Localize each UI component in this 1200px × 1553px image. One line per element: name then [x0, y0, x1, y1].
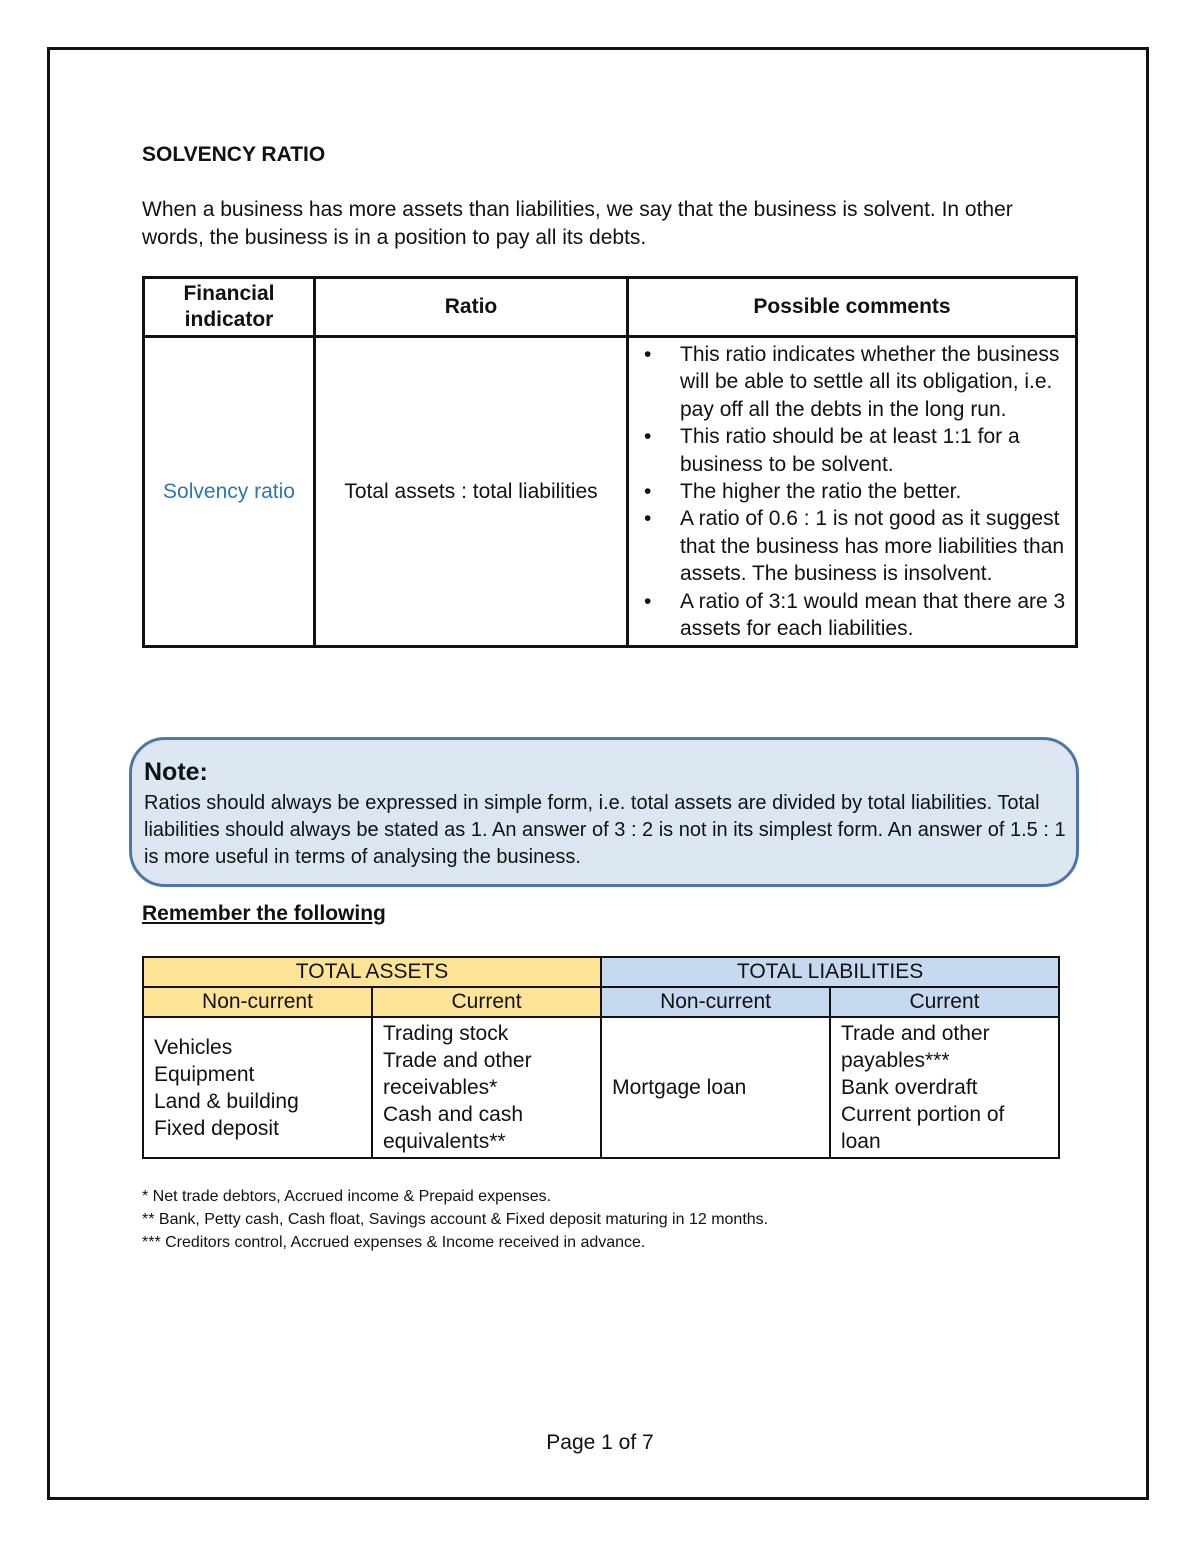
liabilities-current-cell [830, 1017, 1059, 1158]
footnote: * Net trade debtors, Accrued income & Prepaid expenses. [142, 1188, 552, 1205]
bullet-icon: • [644, 507, 652, 531]
comment-item [644, 423, 1066, 478]
total-liabilities-header: TOTAL LIABILITIES [601, 957, 1059, 987]
table-header-row [143, 957, 1059, 987]
liabilities-current-header: Current [830, 987, 1059, 1017]
list-item: Mortgage loan [612, 1076, 747, 1099]
comments-cell [628, 337, 1077, 647]
comment-item [644, 588, 1066, 643]
comment-item [644, 478, 1066, 505]
page-title: SOLVENCY RATIO [142, 143, 326, 166]
note-text: Ratios should always be expressed in simple form, i.e. total assets are divided by total liabilities. Total liabilities should always be stated as 1. An answer of 3 : 2 is not in its simplest form. An answer of 1.5 : 1 is more useful in terms of analysing the business. [144, 792, 1066, 868]
table-subheader-row [143, 987, 1059, 1017]
header-ratio: Ratio [315, 278, 628, 337]
list-item: Equipment [154, 1062, 255, 1086]
list-item: Vehicles [154, 1035, 233, 1059]
list-item: Current portion of loan [840, 1103, 1005, 1153]
liabilities-noncurrent-header: Non-current [601, 987, 830, 1017]
list-item: Trade and other payables*** [840, 1022, 990, 1072]
comment-item [644, 341, 1066, 423]
table-header-row [144, 278, 1077, 337]
footnote: ** Bank, Petty cash, Cash float, Savings account & Fixed deposit maturing in 12 months. [142, 1211, 769, 1228]
solvency-ratio-table [142, 276, 1078, 648]
footnotes [142, 1185, 768, 1254]
ratio-cell: Total assets : total liabilities [315, 337, 628, 647]
intro-paragraph: When a business has more assets than liabilities, we say that the business is solvent. In other words, the business is in a position to pay all its debts. [142, 198, 1013, 249]
note-title: Note: [144, 758, 208, 786]
total-assets-header: TOTAL ASSETS [143, 957, 601, 987]
list-item: Land & building [154, 1089, 299, 1113]
header-financial-indicator: Financial indicator [144, 278, 315, 337]
comment-text: This ratio indicates whether the business will be able to settle all its obligation, i.e. pay off all the debts in the long run. [680, 343, 1060, 421]
list-item: Cash and cash equivalents** [382, 1103, 524, 1153]
assets-current-cell [372, 1017, 601, 1158]
list-item: Trade and other receivables* [382, 1049, 532, 1099]
assets-noncurrent-header: Non-current [143, 987, 372, 1017]
comment-text: A ratio of 3:1 would mean that there are 3 assets for each liabilities. [680, 589, 1066, 641]
list-item: Trading stock [382, 1022, 509, 1045]
note-box [129, 737, 1079, 887]
liabilities-noncurrent-cell [601, 1017, 830, 1158]
list-item: Fixed deposit [154, 1116, 279, 1140]
bullet-icon: • [644, 589, 652, 613]
page-number: Page 1 of 7 [546, 1431, 654, 1454]
assets-current-header: Current [372, 987, 601, 1017]
bullet-icon: • [644, 343, 652, 366]
assets-noncurrent-cell [143, 1017, 372, 1158]
list-item: Bank overdraft [840, 1076, 978, 1099]
footnote: *** Creditors control, Accrued expenses & Income received in advance. [142, 1234, 646, 1251]
comment-item [644, 505, 1066, 587]
header-possible-comments: Possible comments [628, 278, 1077, 337]
remember-heading: Remember the following [142, 902, 386, 925]
assets-liabilities-table [142, 956, 1060, 1159]
table-row [144, 337, 1077, 647]
comment-text: The higher the ratio the better. [680, 480, 962, 504]
table-row [143, 1017, 1059, 1158]
comment-text: This ratio should be at least 1:1 for a business to be solvent. [680, 425, 1020, 476]
bullet-icon: • [644, 425, 652, 449]
comment-text: A ratio of 0.6 : 1 is not good as it suggest that the business has more liabilities than assets. The business is insolvent. [680, 507, 1065, 586]
indicator-cell: Solvency ratio [144, 337, 315, 647]
bullet-icon: • [644, 480, 652, 504]
comments-list [630, 339, 1074, 644]
